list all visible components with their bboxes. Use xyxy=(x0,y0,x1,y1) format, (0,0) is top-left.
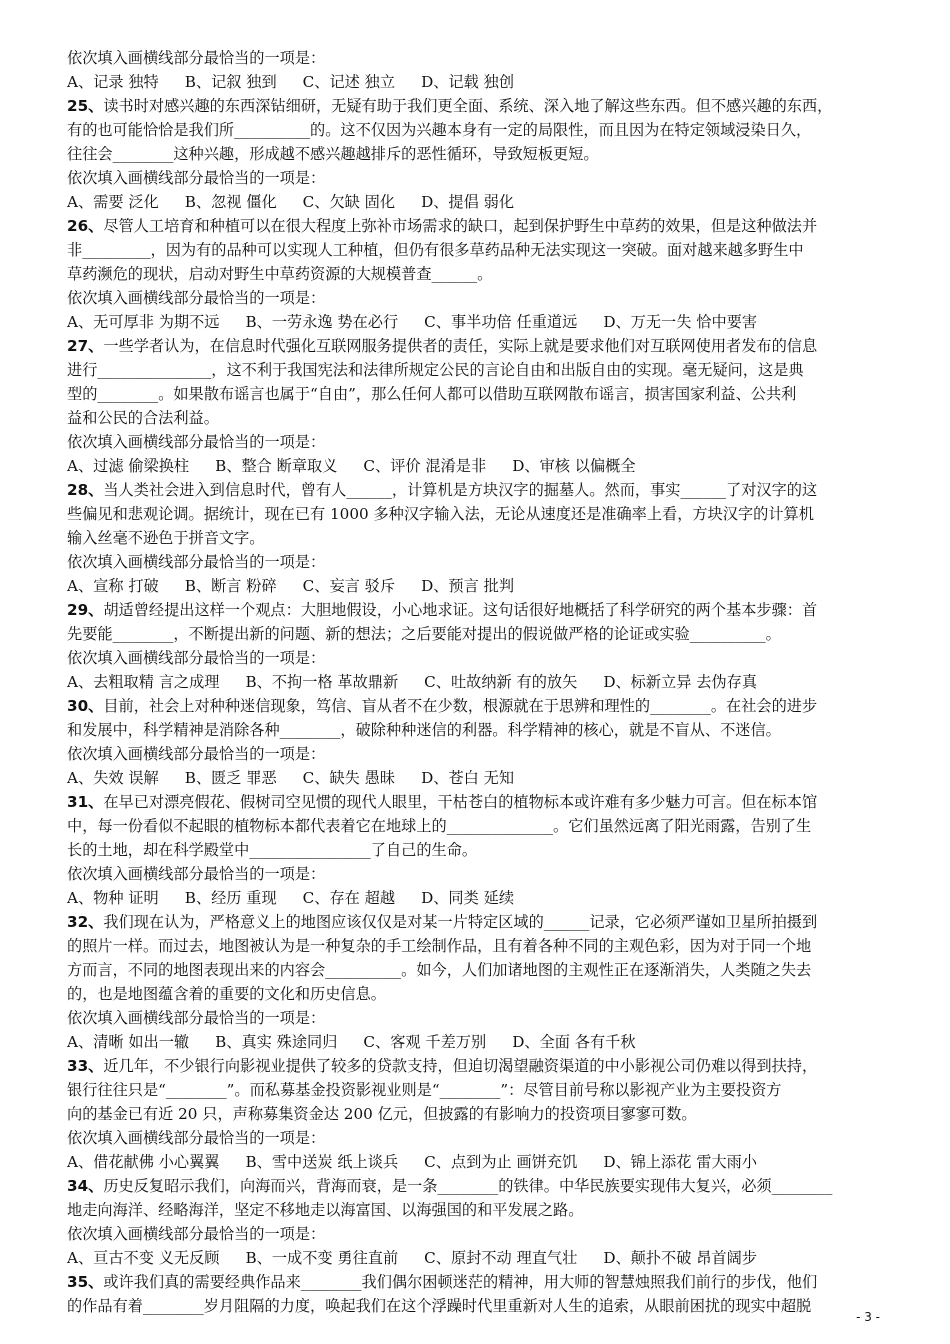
option: B、忽视 僵化 xyxy=(184,193,277,211)
options-row xyxy=(67,454,885,478)
option: A、亘古不变 义无反顾 xyxy=(67,1249,220,1267)
question-text-line xyxy=(67,1270,885,1294)
question-text: 历史反复昭示我们，向海而兴，背海而衰，是一条________的铁律。中华民族要实现伟大复兴，必须________ xyxy=(103,1177,833,1195)
option: B、一成不变 勇往直前 xyxy=(245,1249,399,1267)
option: B、记叙 独到 xyxy=(184,73,277,91)
options-row xyxy=(67,1246,885,1270)
options-row xyxy=(67,670,885,694)
option: C、事半功倍 任重道远 xyxy=(424,313,578,331)
option: D、提倡 弱化 xyxy=(421,193,515,211)
options-row xyxy=(67,1030,885,1054)
option: C、点到为止 画饼充饥 xyxy=(424,1153,578,1171)
option: A、清晰 如出一辙 xyxy=(67,1033,190,1051)
option: B、匮乏 罪恶 xyxy=(184,769,277,787)
option: A、过滤 偷梁换柱 xyxy=(67,457,190,475)
option: C、存在 超越 xyxy=(302,889,396,907)
option: C、记述 独立 xyxy=(302,73,396,91)
question-text-line xyxy=(67,934,885,958)
question-text-line xyxy=(67,1198,885,1222)
option: A、物种 证明 xyxy=(67,889,159,907)
question-text: 尽管人工培育和种植可以在很大程度上弥补市场需求的缺口，起到保护野生中草药的效果，但是这种做法并 xyxy=(103,217,818,235)
question-text: 或许我们真的需要经典作品来________我们偶尔困顿迷茫的精神，用大师的智慧烛照我们前行的步伐，他们 xyxy=(103,1273,818,1291)
question-text-line xyxy=(67,238,885,262)
option: D、颠扑不破 昂首阔步 xyxy=(603,1249,758,1267)
option: D、锦上添花 雷大雨小 xyxy=(603,1153,758,1171)
question-prompt: 依次填入画横线部分最恰当的一项是： xyxy=(67,649,326,667)
option: A、失效 误解 xyxy=(67,769,159,787)
option: C、原封不动 理直气壮 xyxy=(424,1249,578,1267)
question-number: 34、 xyxy=(67,1177,104,1195)
question-block xyxy=(67,214,885,334)
question-text: 在早已对漂亮假花、假树司空见惯的现代人眼里，干枯苍白的植物标本或许难有多少魅力可言。但在标本馆 xyxy=(103,793,818,811)
question-text: 中，每一份看似不起眼的植物标本都代表着它在地球上的______________。它们虽然远离了阳光雨露，告别了生 xyxy=(67,817,812,835)
question-block xyxy=(67,910,885,1054)
question-text-line xyxy=(67,94,885,118)
options-row xyxy=(67,70,885,94)
question-number: 27、 xyxy=(67,337,104,355)
option: D、苍白 无知 xyxy=(421,769,515,787)
question-text-line xyxy=(67,622,885,646)
option: B、雪中送炭 纸上谈兵 xyxy=(245,1153,399,1171)
option: C、吐故纳新 有的放矢 xyxy=(424,673,578,691)
question-prompt: 依次填入画横线部分最恰当的一项是： xyxy=(67,1129,326,1147)
option: A、无可厚非 为期不远 xyxy=(67,313,220,331)
question-text-line xyxy=(67,214,885,238)
options-row xyxy=(67,766,885,790)
question-text-line xyxy=(67,910,885,934)
option: C、缺失 愚昧 xyxy=(302,769,396,787)
option: D、记载 独创 xyxy=(421,73,515,91)
question-text: 非_________，因为有的品种可以实现人工种植，但仍有很多草药品种无法实现这一突破。面对越来越多野生中 xyxy=(67,241,804,259)
question-text: 先要能________，不断提出新的问题、新的想法；之后要能对提出的假说做严格的论证或实验__________。 xyxy=(67,625,781,643)
question-text-line xyxy=(67,118,885,142)
question-text: 向的基金已有近 20 只，声称募集资金达 200 亿元，但披露的有影响力的投资项目寥寥可数。 xyxy=(67,1105,697,1123)
question-text-line xyxy=(67,478,885,502)
document-page xyxy=(67,46,885,1318)
question-block xyxy=(67,1270,885,1318)
option: A、去粗取精 言之成理 xyxy=(67,673,220,691)
question-text-line xyxy=(67,142,885,166)
question-text-line xyxy=(67,502,885,526)
option: C、客观 千差万别 xyxy=(363,1033,487,1051)
question-text-line xyxy=(67,598,885,622)
question-text-line xyxy=(67,358,885,382)
option: A、记录 独特 xyxy=(67,73,159,91)
question-text: 方而言，不同的地图表现出来的内容会__________。如今，人们加诸地图的主观性正在逐渐消失，人类随之失去 xyxy=(67,961,812,979)
question-text-line xyxy=(67,1078,885,1102)
options-row xyxy=(67,190,885,214)
question-text: 有的也可能恰恰是我们所__________的。这不仅因为兴趣本身有一定的局限性，而且因为在特定领域浸染日久， xyxy=(67,121,812,139)
question-text: 进行_______________，这不利于我国宪法和法律所规定公民的言论自由和出版自由的实现。毫无疑问，这是典 xyxy=(67,361,804,379)
question-text-line xyxy=(67,982,885,1006)
question-number: 25、 xyxy=(67,97,104,115)
page-number: - 3 - xyxy=(856,1310,880,1324)
question-block xyxy=(67,478,885,598)
question-text: 读书时对感兴趣的东西深钻细研，无疑有助于我们更全面、系统、深入地了解这些东西。但不感兴趣的东西， xyxy=(103,97,833,115)
question-text: 一些学者认为，在信息时代强化互联网服务提供者的责任，实际上就是要求他们对互联网使用者发布的信息 xyxy=(103,337,818,355)
option: B、断言 粉碎 xyxy=(184,577,277,595)
option: C、妄言 驳斥 xyxy=(302,577,396,595)
question-block xyxy=(67,694,885,790)
option: C、评价 混淆是非 xyxy=(363,457,487,475)
question-text: 当人类社会进入到信息时代，曾有人______，计算机是方块汉字的掘墓人。然而，事实______了对汉字的这 xyxy=(103,481,818,499)
question-number: 32、 xyxy=(67,913,104,931)
option: B、一劳永逸 势在必行 xyxy=(245,313,399,331)
option: B、经历 重现 xyxy=(184,889,277,907)
option: D、万无一失 恰中要害 xyxy=(603,313,758,331)
question-text-line xyxy=(67,262,885,286)
option: D、全面 各有千秋 xyxy=(512,1033,636,1051)
question-prompt: 依次填入画横线部分最恰当的一项是： xyxy=(67,553,326,571)
question-text-line xyxy=(67,526,885,550)
option: A、需要 泛化 xyxy=(67,193,159,211)
question-text: 的作品有着________岁月阻隔的力度，唤起我们在这个浮躁时代里重新对人生的追索，从眼前困扰的现实中超脱 xyxy=(67,1297,812,1315)
question-text-line xyxy=(67,1294,885,1318)
option: C、欠缺 固化 xyxy=(302,193,396,211)
question-text: 长的土地，却在科学殿堂中________________了自己的生命。 xyxy=(67,841,478,859)
question-block xyxy=(67,1174,885,1270)
option: D、标新立异 去伪存真 xyxy=(603,673,758,691)
options-row xyxy=(67,574,885,598)
question-text: 的，也是地图蕴含着的重要的文化和历史信息。 xyxy=(67,985,386,1003)
question-block xyxy=(67,598,885,694)
question-text: 的照片一样。而过去，地图被认为是一种复杂的手工绘制作品，且有着各种不同的主观色彩，因为对于同一个地 xyxy=(67,937,812,955)
question-number: 26、 xyxy=(67,217,104,235)
question-text-line xyxy=(67,814,885,838)
option: A、借花献佛 小心翼翼 xyxy=(67,1153,220,1171)
question-text-line xyxy=(67,382,885,406)
question-text: 往往会________这种兴趣，形成越不感兴趣越排斥的恶性循环，导致短板更短。 xyxy=(67,145,599,163)
question-text-line xyxy=(67,1174,885,1198)
question-prompt: 依次填入画横线部分最恰当的一项是： xyxy=(67,745,326,763)
question-number: 35、 xyxy=(67,1273,104,1291)
option: D、审核 以偏概全 xyxy=(512,457,636,475)
question-text-line xyxy=(67,838,885,862)
option: B、不拘一格 革故鼎新 xyxy=(245,673,399,691)
question-prompt: 依次填入画横线部分最恰当的一项是： xyxy=(67,1225,326,1243)
question-text-line xyxy=(67,694,885,718)
question-text-line xyxy=(67,790,885,814)
option: B、真实 殊途同归 xyxy=(215,1033,338,1051)
question-text: 些偏见和悲观论调。据统计，现在已有 1000 多种汉字输入法，无论从速度还是准确率上看，方块汉字的计算机 xyxy=(67,505,814,523)
question-prompt: 依次填入画横线部分最恰当的一项是： xyxy=(67,49,326,67)
question-text: 草药濒危的现状，启动对野生中草药资源的大规模普查______。 xyxy=(67,265,493,283)
option: D、预言 批判 xyxy=(421,577,515,595)
option: B、整合 断章取义 xyxy=(215,457,338,475)
question-number: 33、 xyxy=(67,1057,104,1075)
question-number: 28、 xyxy=(67,481,104,499)
question-text: 地走向海洋、经略海洋，坚定不移地走以海富国、以海强国的和平发展之路。 xyxy=(67,1201,584,1219)
question-text-line xyxy=(67,718,885,742)
question-text: 胡适曾经提出这样一个观点：大胆地假设，小心地求证。这句话很好地概括了科学研究的两个基本步骤：首 xyxy=(103,601,818,619)
question-text: 输入丝毫不逊色于拼音文字。 xyxy=(67,529,265,547)
question-number: 31、 xyxy=(67,793,104,811)
option: D、同类 延续 xyxy=(421,889,515,907)
question-prompt: 依次填入画横线部分最恰当的一项是： xyxy=(67,433,326,451)
question-text-line xyxy=(67,1102,885,1126)
options-row xyxy=(67,886,885,910)
question-block xyxy=(67,334,885,478)
question-text-line xyxy=(67,1054,885,1078)
options-row xyxy=(67,1150,885,1174)
question-text: 目前，社会上对种种迷信现象，笃信、盲从者不在少数，根源就在于思辨和理性的________。在社会的进步 xyxy=(103,697,818,715)
question-prompt: 依次填入画横线部分最恰当的一项是： xyxy=(67,289,326,307)
question-text-line xyxy=(67,958,885,982)
question-text: 近几年，不少银行向影视业提供了较多的贷款支持，但迫切渴望融资渠道的中小影视公司仍难以得到扶持， xyxy=(103,1057,818,1075)
question-text: 益和公民的合法利益。 xyxy=(67,409,219,427)
question-text-line xyxy=(67,334,885,358)
question-number: 29、 xyxy=(67,601,104,619)
question-block xyxy=(67,790,885,910)
options-row xyxy=(67,310,885,334)
question-text: 我们现在认为，严格意义上的地图应该仅仅是对某一片特定区域的______记录，它必须严谨如卫星所拍摄到 xyxy=(103,913,818,931)
question-text: 型的________。如果散布谣言也属于“自由”，那么任何人都可以借助互联网散布谣言，损害国家利益、公共利 xyxy=(67,385,797,403)
question-block xyxy=(67,94,885,214)
question-text-line xyxy=(67,406,885,430)
question-prompt: 依次填入画横线部分最恰当的一项是： xyxy=(67,1009,326,1027)
option: A、宣称 打破 xyxy=(67,577,159,595)
question-prompt: 依次填入画横线部分最恰当的一项是： xyxy=(67,169,326,187)
question-text: 和发展中，科学精神是消除各种________，破除种种迷信的利器。科学精神的核心，就是不盲从、不迷信。 xyxy=(67,721,781,739)
question-text: 银行往往只是“________”。而私募基金投资影视业则是“________”：尽管目前号称以影视产业为主要投资方 xyxy=(67,1081,782,1099)
question-number: 30、 xyxy=(67,697,104,715)
question-block xyxy=(67,1054,885,1174)
question-prompt: 依次填入画横线部分最恰当的一项是： xyxy=(67,865,326,883)
